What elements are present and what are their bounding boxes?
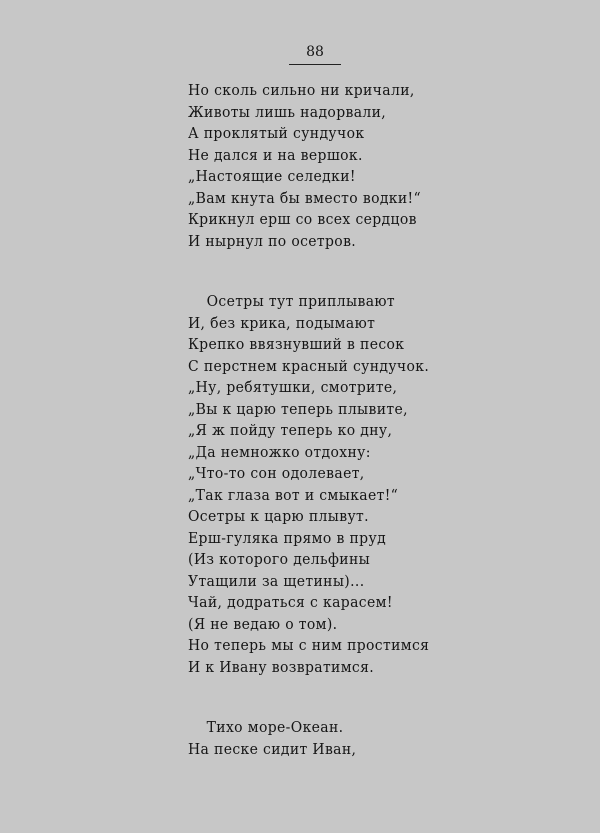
poem-line: „Настоящие селедки! (188, 167, 356, 185)
stanza-2 (188, 291, 429, 678)
poem-line: Крепко ввязнувший в песок (188, 335, 405, 353)
poem-line: С перстнем красный сундучок. (188, 356, 430, 375)
poem-line: И нырнул по осетров. (188, 231, 357, 250)
poem-line: Не дался и на вершок. (188, 145, 363, 164)
poem-line: На песке сидит Иван, (188, 739, 357, 758)
poem-line: Крикнул ерш со всех сердцов (188, 210, 417, 228)
poem-line: „Я ж пойду теперь ко дну, (188, 421, 393, 439)
poem-line: „Да немножко отдохну: (188, 442, 371, 461)
poem-line: Но теперь мы с ним простимся (188, 636, 430, 654)
poem-line: Утащили за щетины)... (188, 571, 365, 590)
stanza-1 (188, 80, 421, 252)
poem-line: „Вам кнута бы вместо водки!“ (188, 188, 422, 207)
poem-line: (Из которого дельфины (188, 550, 371, 568)
poem-line: (Я не ведаю о том). (188, 614, 338, 633)
poem-line: „Ну, ребятушки, смотрите, (188, 378, 398, 396)
poem-line: Осетры тут приплывают (206, 292, 396, 310)
poem-line: А проклятый сундучок (188, 124, 365, 142)
page-number-rule (289, 64, 341, 65)
poem-line: „Вы к царю теперь плывите, (188, 399, 408, 418)
poem-line: Осетры к царю плывут. (188, 507, 369, 525)
poem-line: Ерш-гуляка прямо в пруд (188, 528, 387, 547)
poem-line: И, без крика, подымают (188, 313, 376, 332)
poem-line: И к Ивану возвратимся. (188, 657, 375, 676)
poem-line: Но сколь сильно ни кричали, (188, 81, 415, 99)
poem-line: „Что-то сон одолевает, (188, 464, 365, 482)
poem-line: Чай, додраться с карасем! (188, 593, 393, 611)
poem-line: „Так глаза вот и смыкает!“ (188, 485, 399, 504)
poem-line: Тихо море-Океан. (206, 718, 344, 736)
stanza-3 (188, 717, 356, 760)
poem-line: Животы лишь надорвали, (188, 102, 387, 121)
page-number: 88 (306, 44, 324, 60)
